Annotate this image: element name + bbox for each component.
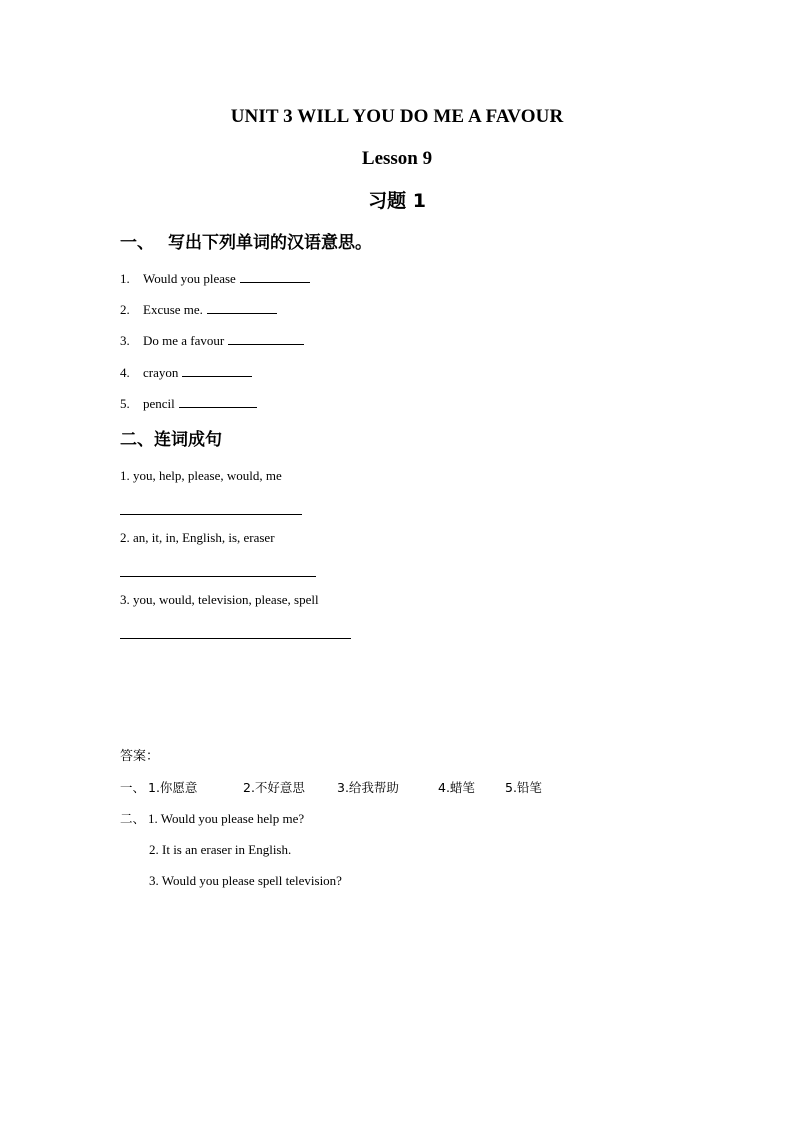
answer-2-3: 3. Would you please spell television? <box>149 873 342 888</box>
answer-line[interactable] <box>120 638 351 639</box>
section2-item-1: 1. you, help, please, would, me <box>120 468 282 483</box>
answers-part1-prefix: 一、 <box>120 780 146 795</box>
answers-part2-prefix: 二、 <box>120 811 146 826</box>
section1-item-2: 2. Excuse me. <box>120 300 277 319</box>
section1-item-3: 3. Do me a favour <box>120 331 304 350</box>
answer-blank[interactable] <box>179 394 257 408</box>
answer-1-3: 3.给我帮助 <box>337 780 399 795</box>
section1-heading <box>120 231 372 255</box>
answer-2-1: 1. Would you please help me? <box>148 811 305 826</box>
answers-label: 答案： <box>120 749 160 764</box>
section1-item-5: 5. pencil <box>120 394 257 413</box>
answer-line[interactable] <box>120 576 316 577</box>
answer-1-5: 5.铅笔 <box>505 780 542 795</box>
exercise-title: 习题 1 <box>368 190 426 212</box>
answer-2-2: 2. It is an eraser in English. <box>149 842 292 857</box>
answer-blank[interactable] <box>182 363 252 377</box>
answer-line[interactable] <box>120 514 302 515</box>
section2-heading: 二、连词成句 <box>120 430 222 450</box>
answer-1-2: 2.不好意思 <box>243 780 305 795</box>
answer-1-4: 4.蜡笔 <box>438 780 475 795</box>
answer-blank[interactable] <box>207 300 277 314</box>
section2-item-3: 3. you, would, television, please, spell <box>120 592 319 607</box>
section1-number: 一、 <box>120 233 154 253</box>
answer-blank[interactable] <box>228 331 304 345</box>
unit-title: UNIT 3 WILL YOU DO ME A FAVOUR <box>230 106 564 127</box>
answer-blank[interactable] <box>240 269 310 283</box>
section1-item-1: 1. Would you please <box>120 269 310 288</box>
section1-item-4: 4. crayon <box>120 363 252 382</box>
lesson-title: Lesson 9 <box>361 148 433 169</box>
section1-title: 写出下列单词的汉语意思。 <box>168 233 372 253</box>
section2-item-2: 2. an, it, in, English, is, eraser <box>120 530 275 545</box>
answer-1-1: 1.你愿意 <box>148 780 198 795</box>
